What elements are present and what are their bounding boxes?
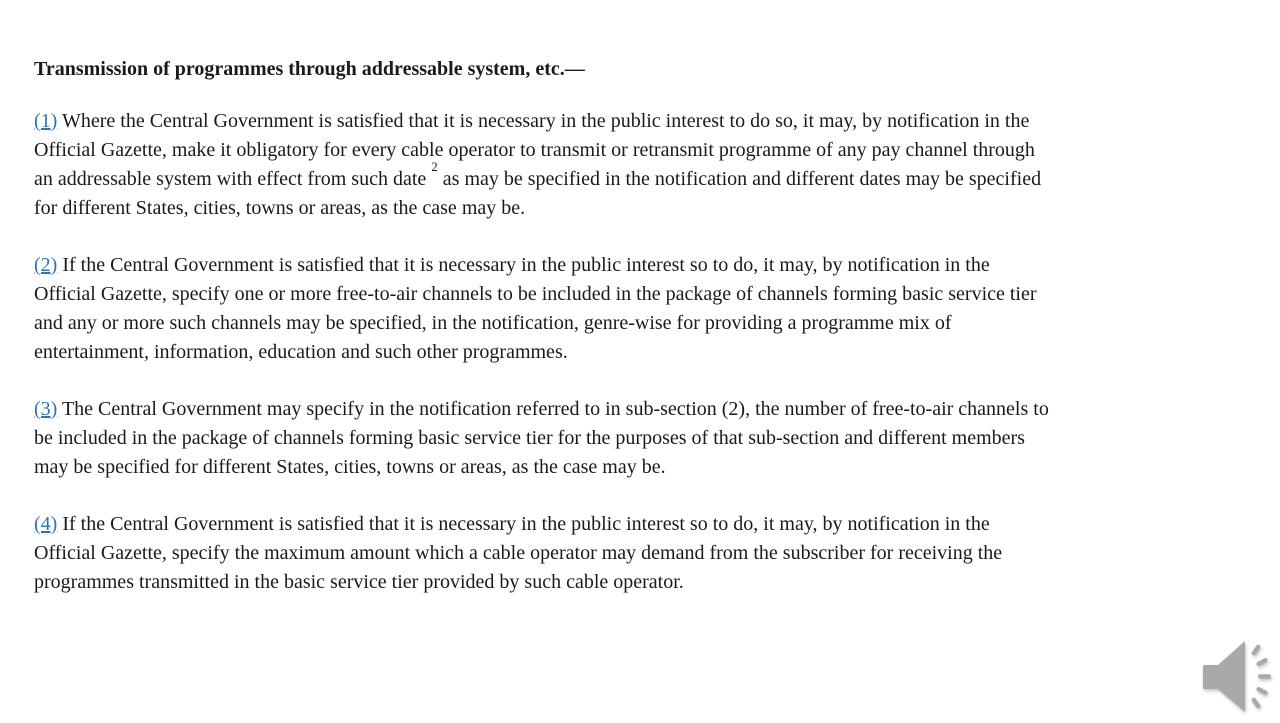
subsection-link[interactable]: (3) [34, 398, 57, 420]
text-line [34, 424, 1272, 453]
text-segment: programmes transmitted in the basic service tier provided by such cable operator. [34, 571, 684, 593]
page-title: Transmission of programmes through addressable system, etc.— [34, 55, 1272, 84]
text-segment: Where the Central Government is satisfied that it is necessary in the public interest to do so, it may, by notification in the [57, 110, 1029, 132]
text-line [34, 251, 1272, 280]
paragraph [34, 510, 1272, 597]
text-line [34, 280, 1272, 309]
paragraph [34, 107, 1272, 223]
text-line [34, 165, 1272, 194]
subsection-link[interactable]: (4) [34, 513, 57, 535]
text-line [34, 107, 1272, 136]
text-line [34, 194, 1272, 223]
text-segment: be included in the package of channels forming basic service tier for the purposes of that sub-section and different members [34, 427, 1025, 449]
text-segment: entertainment, information, education and such other programmes. [34, 341, 568, 363]
text-segment: If the Central Government is satisfied that it is necessary in the public interest so to do, it may, by notification in the [57, 513, 989, 535]
text-segment: for different States, cities, towns or areas, as the case may be. [34, 197, 525, 219]
legal-text-paragraphs [34, 107, 1272, 597]
text-line [34, 510, 1272, 539]
text-segment: an addressable system with effect from such date [34, 168, 431, 190]
text-segment: Official Gazette, make it obligatory for every cable operator to transmit or retransmit programme of any pay channel through [34, 139, 1035, 161]
subsection-link[interactable]: (2) [34, 254, 57, 276]
footnote-reference: 2 [431, 159, 438, 174]
text-segment: and any or more such channels may be specified, in the notification, genre-wise for providing a programme mix of [34, 312, 952, 334]
text-line [34, 136, 1272, 165]
text-segment: Official Gazette, specify one or more free-to-air channels to be included in the package of channels forming basic service tier [34, 283, 1037, 305]
text-line [34, 309, 1272, 338]
speaker-icon [1198, 632, 1274, 718]
paragraph [34, 395, 1272, 482]
text-segment: may be specified for different States, cities, towns or areas, as the case may be. [34, 456, 666, 478]
text-line [34, 338, 1272, 367]
document-content [34, 55, 1272, 597]
text-line [34, 395, 1272, 424]
text-segment: The Central Government may specify in the notification referred to in sub-section (2), the number of free-to-air channels to [57, 398, 1049, 420]
subsection-link[interactable]: (1) [34, 110, 57, 132]
paragraph [34, 251, 1272, 367]
text-line [34, 539, 1272, 568]
text-segment: Official Gazette, specify the maximum amount which a cable operator may demand from the subscriber for receiving the [34, 542, 1002, 564]
text-line [34, 568, 1272, 597]
text-segment: If the Central Government is satisfied that it is necessary in the public interest so to do, it may, by notification in the [57, 254, 989, 276]
audio-playback-control[interactable] [1198, 632, 1274, 718]
text-segment: as may be specified in the notification and different dates may be specified [438, 168, 1041, 190]
text-line [34, 453, 1272, 482]
